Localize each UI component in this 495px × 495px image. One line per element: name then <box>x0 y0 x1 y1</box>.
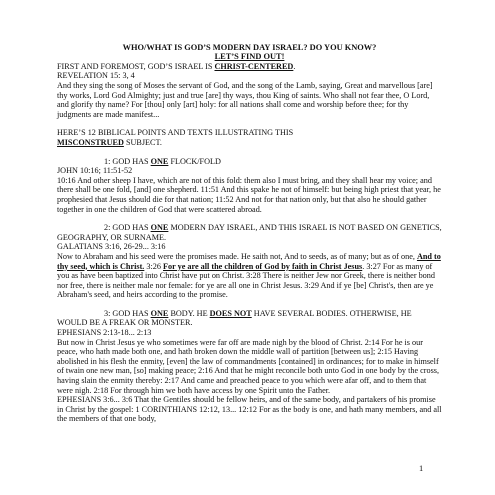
point-1-reference: JOHN 10:16; 11:51-52 <box>57 166 133 176</box>
point-2-emphasis-1: And to thy seed, which is Christ. <box>57 251 441 271</box>
point-3-heading-a: 3: GOD HAS <box>104 308 151 318</box>
point-3-heading-c: BODY. HE <box>168 308 210 318</box>
intro-heading-end: . <box>293 61 296 71</box>
points-intro-emphasis: MISCONSTRUED <box>57 137 124 147</box>
point-2-heading-a: 2: GOD HAS <box>104 223 151 233</box>
points-intro-line-2 <box>57 138 442 148</box>
intro-scripture: And they sing the song of Moses the servant of God, and the song of the Lamb, saying, Great and marvellous [are] thy works, Lord God Almighty; just and true [are] thy ways, thou King of saints. Who shall not fear thee, O Lord, and glorify thy name? For [thou] only [art] holy: for all nations shall come and worship before thee; for thy judgments are made manifest... <box>57 81 433 119</box>
point-2-text-2: 3:26 <box>144 261 163 271</box>
point-1-heading-a: 1: GOD HAS <box>104 156 151 166</box>
point-2-scripture <box>57 252 442 300</box>
page-number: 1 <box>419 464 424 473</box>
point-2-heading-c: MODERN DAY ISRAEL, AND THIS ISRAEL IS NOT BASED ON GENETICS, GEOGRAPHY, OR SURNAME. <box>57 223 442 242</box>
intro-heading-emphasis: CHRIST-CENTERED <box>214 61 294 71</box>
intro-reference: REVELATION 15: 3, 4 <box>57 71 135 81</box>
point-2-text-1: Now to Abraham and his seed were the promises made. He saith not, And to seeds, as of many; but as of one, <box>57 251 417 261</box>
point-3-heading-emphasis: ONE <box>150 308 169 318</box>
document-body <box>57 43 442 424</box>
points-intro-line: HERE’S 12 BIBLICAL POINTS AND TEXTS ILLUSTRATING THIS <box>57 128 294 138</box>
intro-heading-text: FIRST AND FOREMOST, GOD’S ISRAEL IS <box>57 61 215 71</box>
point-2-text-3: . 3:27 For as many of you as have been baptized into Christ have put on Christ. 3:28 There is neither Jew nor Greek, there is neither bond nor free, there is neither male nor female: for ye are all one in Christ Jesus. 3:29 And if ye [be] Christ's, then are ye Abraham's seed, and heirs according to the promise. <box>57 261 435 300</box>
point-3-reference: EPHESIANS 2:13-18... 2:13 <box>57 328 152 338</box>
point-3-heading-e: HAVE SEVERAL BODIES. OTHERWISE, HE WOULD BE A FREAK OR MONSTER. <box>57 308 412 328</box>
point-3-scripture: But now in Christ Jesus ye who sometimes were far off are made nigh by the blood of Christ. 2:14 For he is our peace, who hath made both one, and hath broken down the middle wall of partition [between us]; 2:15 Having abolished in his flesh the enmity, [even] the law of commandments [contained] in ordinances; for to make in himself of twain one new man, [so] making peace; 2:16 And that he might reconcile both unto God in one body by the cross, having slain the enmity thereby: 2:17 And came and preached peace to you which were afar off, and to them that were nigh. 2:18 For through him we both have access by one Spirit unto the Father. <box>57 337 439 395</box>
point-3-heading <box>57 309 442 328</box>
points-intro-end: SUBJECT. <box>123 137 162 147</box>
point-1-heading <box>57 157 442 167</box>
point-1-heading-emphasis: ONE <box>150 156 169 166</box>
intro-heading <box>57 62 442 72</box>
document-subtitle: LET’S FIND OUT! <box>214 52 285 62</box>
point-2-reference: GALATIANS 3:16, 26-29... 3:16 <box>57 242 166 252</box>
point-2-heading-emphasis: ONE <box>150 223 169 233</box>
point-3-heading-emphasis-2: DOES NOT <box>209 308 252 318</box>
point-3-scripture-continued: EPHESIANS 3:6... 3:6 That the Gentiles should be fellow heirs, and of the same body, and partakers of his promise in Christ by the gospel: 1 CORINTHIANS 12:12, 13... 12:12 For as the body is one, and hath many members, and all the members of that one body, <box>57 395 442 424</box>
point-2-emphasis-2: For ye are all the children of God by faith in Christ Jesus <box>163 261 363 271</box>
point-1-scripture: 10:16 And other sheep I have, which are not of this fold: them also I must bring, and they shall hear my voice; and there shall be one fold, [and] one shepherd. 11:51 And this spake he not of himself: but being high priest that year, he prophesied that Jesus should die for that nation; 11:52 And not for that nation only, but that also he should gather together in one the children of God that were scattered abroad. <box>57 175 441 214</box>
document-title: WHO/WHAT IS GOD’S MODERN DAY ISRAEL? DO YOU KNOW? <box>122 43 377 52</box>
point-1-heading-c: FLOCK/FOLD <box>168 156 221 166</box>
point-2-heading <box>57 223 442 242</box>
